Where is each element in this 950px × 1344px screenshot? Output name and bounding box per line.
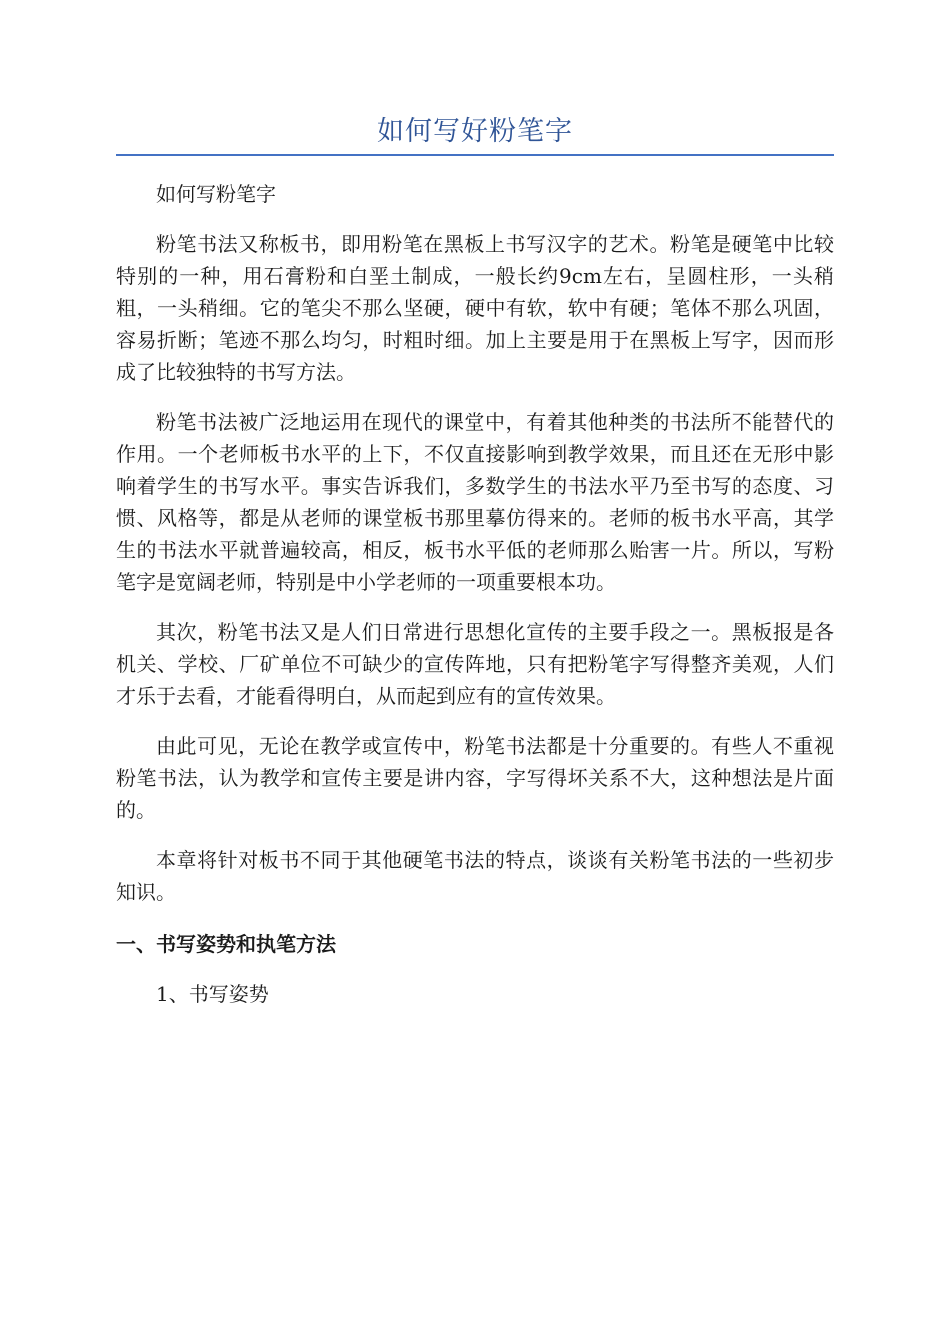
title-underline — [116, 154, 834, 156]
sub-item-heading: 1、书写姿势 — [156, 982, 269, 1006]
section-heading: 一、书写姿势和执笔方法 — [116, 932, 336, 956]
body-paragraph: 粉笔书法又称板书，即用粉笔在黑板上书写汉字的艺术。粉笔是硬笔中比较特别的一种，用石膏粉和白垩土制成，一般长约9cm左右，呈圆柱形，一头稍粗，一头稍细。它的笔尖不那么坚硬，硬中有软，软中有硬；笔体不那么巩固，容易折断；笔迹不那么均匀，时粗时细。加上主要是用于在黑板上写字，因而形成了比较独特的书写方法。 — [116, 232, 834, 384]
document-page — [116, 112, 834, 1010]
body-paragraph: 由此可见，无论在教学或宣传中，粉笔书法都是十分重要的。有些人不重视粉笔书法，认为教学和宣传主要是讲内容，字写得坏关系不大，这种想法是片面的。 — [116, 734, 834, 822]
document-title: 如何写好粉笔字 — [377, 116, 573, 147]
subtitle-paragraph: 如何写粉笔字 — [156, 182, 276, 206]
body-paragraph: 本章将针对板书不同于其他硬笔书法的特点，谈谈有关粉笔书法的一些初步知识。 — [116, 848, 834, 904]
body-paragraph: 粉笔书法被广泛地运用在现代的课堂中，有着其他种类的书法所不能替代的作用。一个老师板书水平的上下，不仅直接影响到教学效果，而且还在无形中影响着学生的书写水平。事实告诉我们，多数学生的书法水平乃至书写的态度、习惯、风格等，都是从老师的课堂板书那里摹仿得来的。老师的板书水平高，其学生的书法水平就普遍较高，相反，板书水平低的老师那么贻害一片。所以，写粉笔字是宽阔老师，特别是中小学老师的一项重要根本功。 — [116, 410, 834, 594]
body-paragraph: 其次，粉笔书法又是人们日常进行思想化宣传的主要手段之一。黑板报是各机关、学校、厂矿单位不可缺少的宣传阵地，只有把粉笔字写得整齐美观，人们才乐于去看，才能看得明白，从而起到应有的宣传效果。 — [116, 620, 834, 708]
